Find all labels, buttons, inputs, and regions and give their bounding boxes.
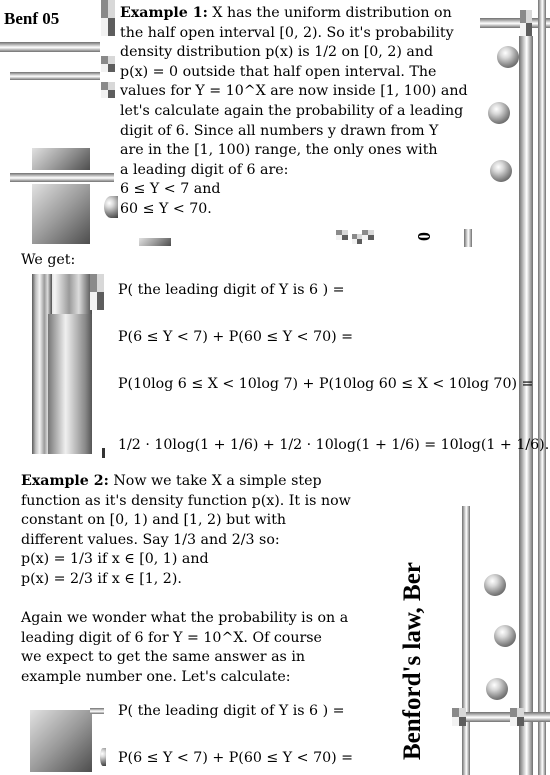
- example1-line: let's calculate again the probability of a leading: [120, 102, 464, 119]
- sphere-icon: [104, 196, 118, 218]
- sphere-icon: [486, 678, 508, 700]
- side-title: Benford's law, Ber: [399, 562, 426, 760]
- example1-block: [120, 4, 475, 220]
- equation2-line2: P(6 ≤ Y < 7) + P(60 ≤ Y < 70) =: [118, 750, 354, 766]
- rule-icon: [10, 173, 114, 182]
- cube-icon: [352, 234, 362, 244]
- sphere-icon: [490, 160, 512, 182]
- example1-line: are in the [1, 100) range, the only ones with: [120, 142, 438, 159]
- rule-icon: [538, 0, 546, 775]
- example2-line: function as it's density function p(x). It is now: [21, 492, 351, 509]
- cube-icon: [336, 230, 348, 240]
- cube-icon: [520, 10, 532, 36]
- equation1-line2: P(6 ≤ Y < 7) + P(60 ≤ Y < 70) =: [118, 329, 354, 345]
- sphere-icon: [497, 46, 519, 68]
- cube-icon: [510, 708, 524, 726]
- rule-icon: [519, 36, 533, 775]
- example2-line: constant on [0, 1) and [1, 2) but with: [21, 512, 287, 529]
- rule-icon: [102, 448, 105, 458]
- example1-line: values for Y = 10^X are now inside [1, 100) and: [120, 83, 468, 100]
- rule-icon: [464, 229, 472, 247]
- cube-icon: [101, 56, 115, 72]
- rule-icon: [452, 712, 550, 722]
- pyramid-icon: [30, 710, 92, 772]
- example2-line: Again we wonder what the probability is on a: [21, 610, 349, 627]
- cube-icon: [452, 708, 466, 726]
- example2-line: Now we take X a simple step: [113, 473, 322, 489]
- equation1-line4: 1/2 · 10log(1 + 1/6) + 1/2 · 10log(1 + 1/6) = 10log(1 + 1/6).: [118, 437, 550, 453]
- equation2-line1: P( the leading digit of Y is 6 ) =: [118, 703, 345, 719]
- cube-icon: [90, 274, 104, 310]
- example2-line: different values. Say 1/3 and 2/3 so:: [21, 531, 280, 548]
- example1-line: the half open interval [0, 2). So it's probability: [120, 24, 454, 41]
- example1-line: digit of 6. Since all numbers y drawn from Y: [120, 122, 439, 139]
- example1-label: Example 1:: [120, 5, 208, 21]
- example1-line: 60 ≤ Y < 70.: [120, 200, 212, 217]
- equation1-line3: P(10log 6 ≤ X < 10log 7) + P(10log 60 ≤ X < 10log 70) =: [118, 376, 534, 392]
- page-title: Benf 05: [4, 9, 60, 28]
- example2-line: [21, 590, 361, 610]
- cube-icon: [101, 82, 115, 98]
- sphere-icon: [494, 625, 516, 647]
- example2-line: p(x) = 1/3 if x ∈ [0, 1) and: [21, 551, 209, 568]
- rule-icon: [0, 42, 100, 52]
- equation1-line1: P( the leading digit of Y is 6 ) =: [118, 282, 345, 298]
- example1-line: density distribution p(x) is 1/2 on [0, 2) and: [120, 44, 434, 61]
- sphere-icon: [484, 574, 506, 596]
- example1-line: 6 ≤ Y < 7 and: [120, 181, 221, 198]
- example2-line: leading digit of 6 for Y = 10^X. Of course: [21, 629, 322, 646]
- example1-line: a leading digit of 6 are:: [120, 161, 289, 178]
- sphere-icon: [100, 748, 106, 766]
- example2-line: p(x) = 2/3 if x ∈ [1, 2).: [21, 570, 182, 587]
- pyramid-icon: [32, 148, 90, 170]
- example1-line: X has the uniform distribution on: [212, 5, 452, 21]
- example2-label: Example 2:: [21, 473, 109, 489]
- pyramid-icon: [32, 184, 90, 244]
- rule-icon: [90, 708, 104, 714]
- we-get-label: We get:: [21, 252, 76, 268]
- example2-line: we expect to get the same answer as in: [21, 649, 305, 666]
- side-digit: 0: [414, 232, 434, 241]
- example2-line: example number one. Let's calculate:: [21, 668, 291, 685]
- sphere-icon: [488, 102, 510, 124]
- cube-icon: [362, 230, 374, 240]
- example2-block: [21, 472, 361, 688]
- rule-icon: [462, 506, 470, 775]
- example1-line: p(x) = 0 outside that half open interval. The: [120, 63, 437, 80]
- pillar-icon: [48, 314, 92, 454]
- rule-icon: [10, 72, 100, 80]
- pyramid-icon: [139, 238, 171, 246]
- cube-icon: [101, 0, 115, 36]
